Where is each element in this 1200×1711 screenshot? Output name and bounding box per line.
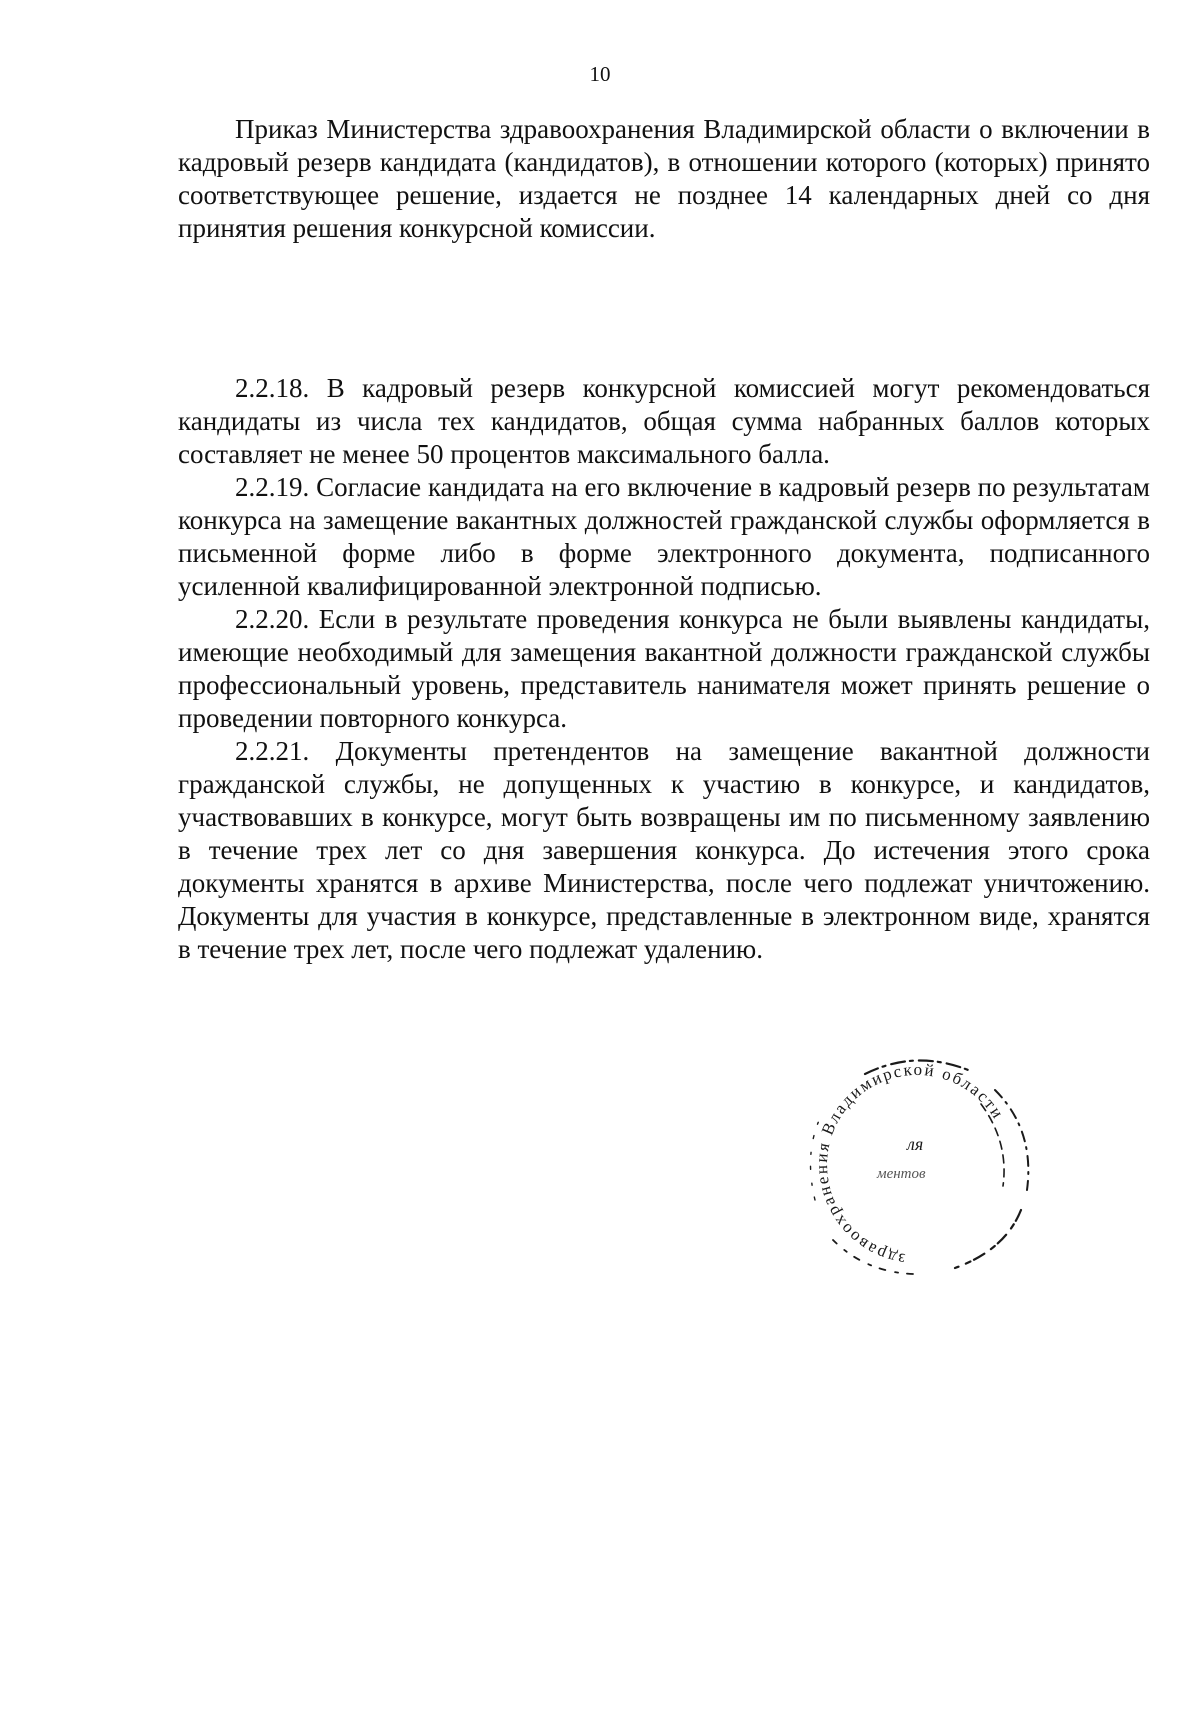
svg-text:здравоохранения Владимирской о: здравоохранения Владимирской области [811, 1059, 1009, 1270]
intro-paragraph: Приказ Министерства здравоохранения Владимирской области о включении в кадровый резерв кандидата (кандидатов), в отношении которого (которых) принято соответствующее решение, издается не позднее 14 календарных дней со дня принятия решения конкурсной комиссии. [178, 114, 1150, 243]
stamp-seal-icon [795, 1050, 1040, 1285]
sections-block [178, 372, 1150, 966]
official-stamp [795, 1050, 1040, 1285]
section-2-2-18: 2.2.18. В кадровый резерв конкурсной комиссией могут рекомендоваться кандидаты из числа тех кандидатов, общая сумма набранных баллов которых составляет не менее 50 процентов максимального балла. [178, 373, 1150, 469]
stamp-center-line-1: ля [907, 1134, 924, 1154]
stamp-center-line-2: ментов [877, 1166, 926, 1182]
section-2-2-20: 2.2.20. Если в результате проведения конкурса не были выявлены кандидаты, имеющие необходимый для замещения вакантной должности гражданской службы профессиональный уровень, представитель нанимателя может принять решение о проведении повторного конкурса. [178, 604, 1150, 733]
page-number: 10 [589, 62, 611, 86]
section-2-2-19: 2.2.19. Согласие кандидата на его включение в кадровый резерв по результатам конкурса на замещение вакантных должностей гражданской службы оформляется в письменной форме либо в форме электронного документа, подписанного усиленной квалифицированной электронной подписью. [178, 472, 1150, 601]
intro-block [178, 113, 1150, 245]
section-2-2-21: 2.2.21. Документы претендентов на замещение вакантной должности гражданской службы, не допущенных к участию в конкурсе, и кандидатов, участвовавших в конкурсе, могут быть возвращены им по письменному заявлению в течение трех лет со дня завершения конкурса. До истечения этого срока документы хранятся в архиве Министерства, после чего подлежат уничтожению. Документы для участия в конкурсе, представленные в электронном виде, хранятся в течение трех лет, после чего подлежат удалению. [178, 736, 1150, 964]
